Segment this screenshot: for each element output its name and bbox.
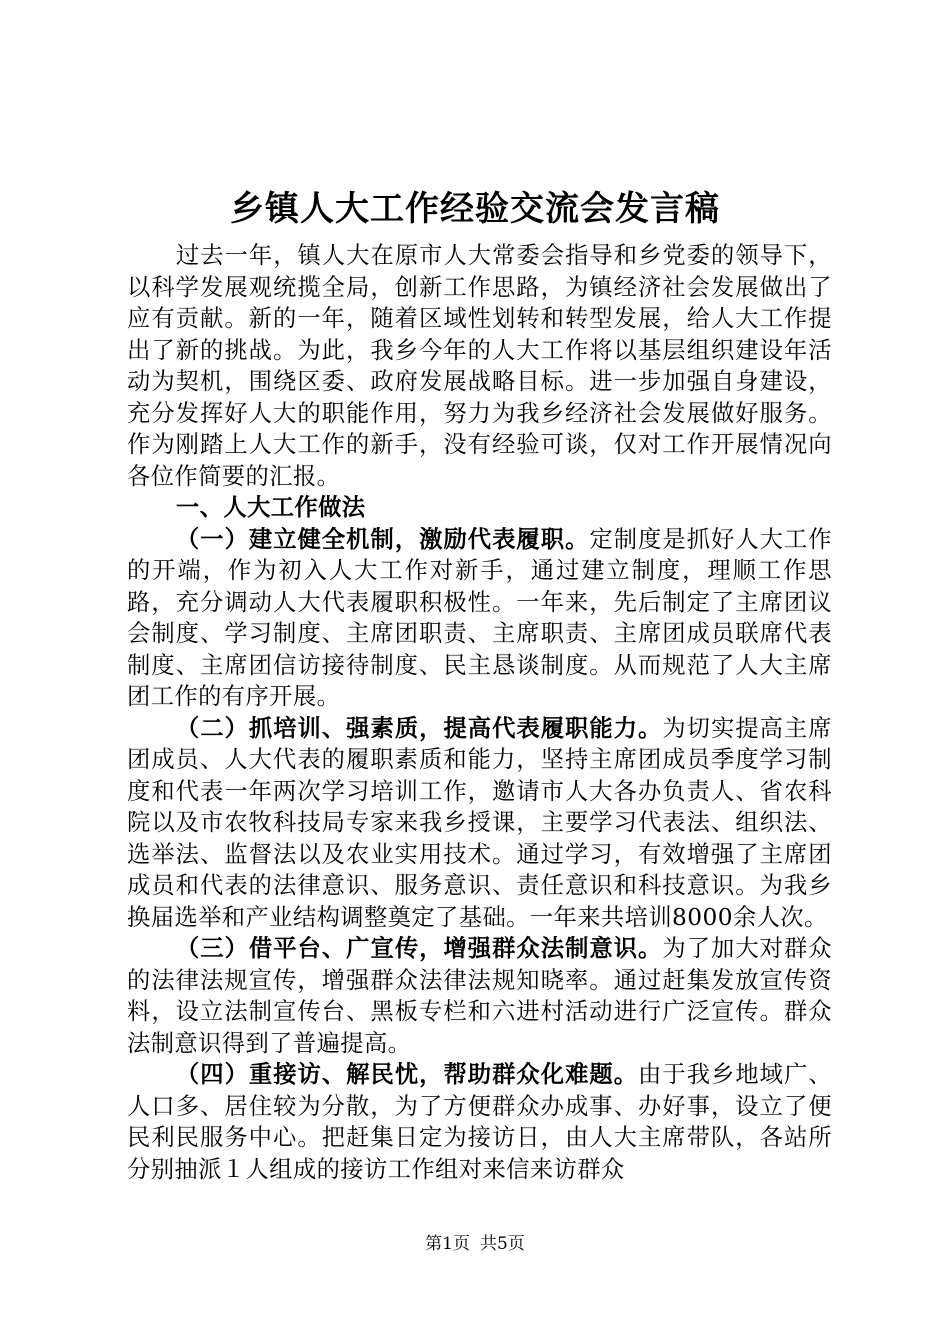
paragraph-item-1: [127, 524, 832, 713]
intro-paragraph: 过去一年，镇人大在原市人大常委会指导和乡党委的领导下，以科学发展观统揽全局，创新工作思路，为镇经济社会发展做出了应有贡献。新的一年，随着区域性划转和转型发展，给人大工作提出了新的挑战。为此，我乡今年的人大工作将以基层组织建设年活动为契机，围绕区委、政府发展战略目标。进一步加强自身建设，充分发挥好人大的职能作用，努力为我乡经济社会发展做好服务。作为刚踏上人大工作的新手，没有经验可谈，仅对工作开展情况向各位作简要的汇报。: [127, 242, 832, 490]
section-heading: 一、人大工作做法: [175, 494, 366, 521]
page-number: 第1页: [425, 1234, 470, 1254]
paragraph-item-4: [127, 1059, 832, 1185]
paragraph-lead: （三）借平台、广宣传，增强群众法制意识。: [175, 935, 663, 962]
paragraph-text: 为了加大对群众的法律法规宣传，增强群众法律法规知晓率。通过赶集发放宣传资料，设立法制宣传台、黑板专栏和六进村活动进行广泛宣传。群众法制意识得到了普遍提高。: [127, 935, 832, 1057]
page-footer: [0, 1232, 950, 1256]
paragraph-text: 定制度是抓好人大工作的开端，作为初入人大工作对新手，通过建立制度，理顺工作思路，充分调动人大代表履职积极性。一年来，先后制定了主席团议会制度、学习制度、主席团职责、主席职责、主席团成员联席代表制度、主席团信访接待制度、民主恳谈制度。从而规范了人大主席团工作的有序开展。: [127, 525, 832, 710]
paragraph-lead: （四）重接访、解民忧，帮助群众化难题。: [175, 1061, 639, 1088]
paragraph-text: 由于我乡地域广、人口多、居住较为分散，为了方便群众办成事、办好事，设立了便民利民服务中心。把赶集日定为接访日，由人大主席带队，各站所分别抽派１人组成的接访工作组对来信来访群众: [127, 1061, 832, 1183]
document-body: [127, 240, 832, 1185]
page-total: 共5页: [480, 1234, 525, 1254]
paragraph-item-3: [127, 933, 832, 1059]
paragraph-lead: （二）抓培训、强素质，提高代表履职能力。: [175, 714, 663, 742]
paragraph-lead: （一）建立健全机制，激励代表履职。: [175, 525, 590, 553]
paragraph-item-2: [127, 713, 832, 934]
document-title: 乡镇人大工作经验交流会发言稿: [230, 189, 720, 229]
paragraph-text: 为切实提高主席团成员、人大代表的履职素质和能力，坚持主席团成员季度学习制度和代表一年两次学习培训工作，邀请市人大各办负责人、省农科院以及市农牧科技局专家来我乡授课，主要学习代表法、组织法、选举法、监督法以及农业实用技术。通过学习，有效增强了主席团成员和代表的法律意识、服务意识、责任意识和科技意识。为我乡换届选举和产业结构调整奠定了基础。一年来共培训8000余人次。: [127, 714, 832, 931]
